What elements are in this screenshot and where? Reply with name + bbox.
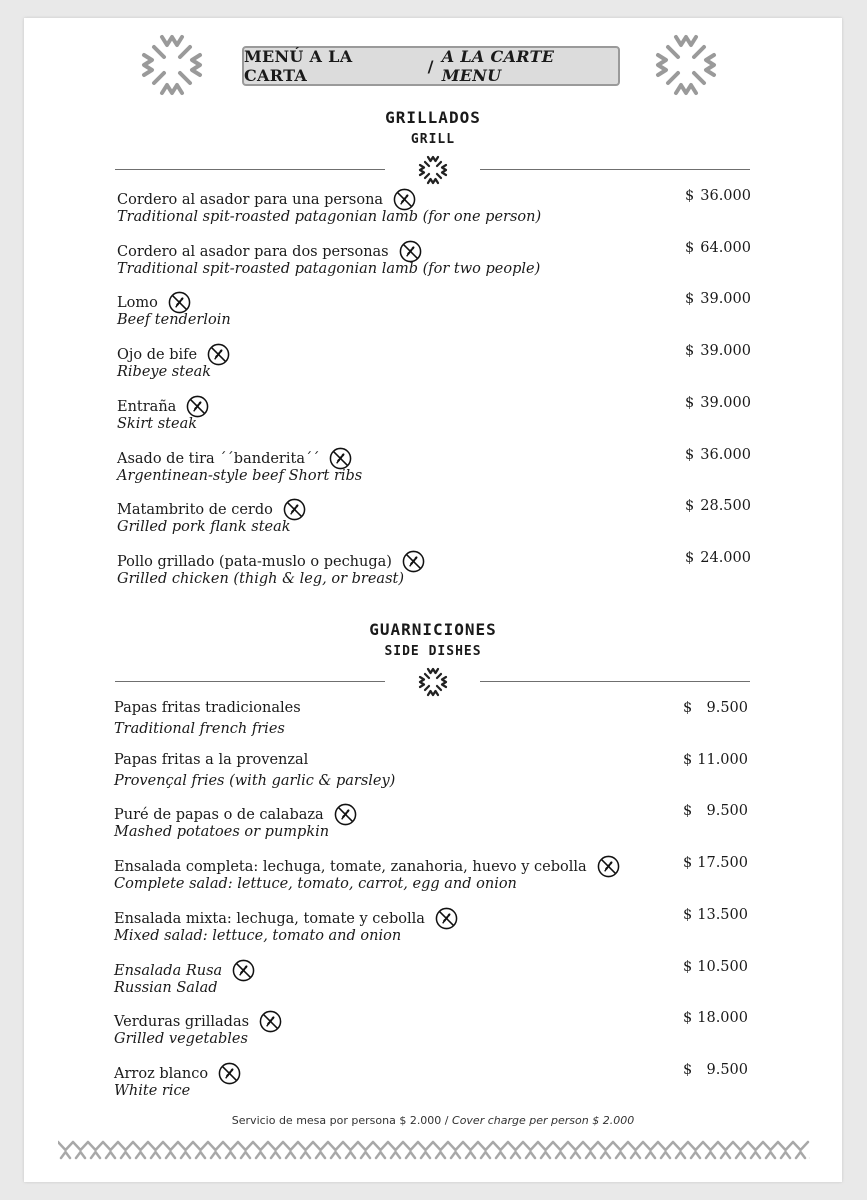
menu-item (117, 498, 675, 540)
menu-item-name-es (114, 803, 357, 826)
zigzag-tooth (181, 1152, 190, 1158)
menu-item-price (683, 855, 748, 875)
zigzag-tooth (256, 1152, 265, 1158)
zigzag-tooth (196, 1152, 205, 1158)
menu-item-name-es (117, 550, 425, 573)
menu-item-name-es (117, 343, 230, 366)
menu-item (114, 959, 673, 1001)
menu-item-price (683, 700, 748, 720)
price-amount: 28.500 (700, 498, 751, 514)
menu-item-name-es (117, 188, 416, 211)
menu-item-name-es-text: Verduras grilladas (114, 1013, 250, 1030)
zigzag-tooth (346, 1152, 355, 1158)
price-amount: 24.000 (700, 550, 751, 566)
zigzag-tooth (691, 1152, 700, 1158)
menu-item-name-en: Argentinean-style beef Short ribs (117, 468, 363, 484)
zigzag-tooth (226, 1152, 235, 1158)
price-currency: $ (685, 240, 695, 256)
price-currency: $ (683, 1010, 693, 1026)
zigzag-tooth (481, 1152, 490, 1158)
zigzag-tooth (451, 1152, 460, 1158)
menu-item-name-es (117, 395, 209, 418)
menu-item-name-es (117, 447, 352, 470)
gluten-free-icon (399, 240, 422, 263)
zigzag-tooth (271, 1152, 280, 1158)
menu-item (114, 752, 673, 794)
zigzag-tooth (781, 1152, 790, 1158)
menu-item-name-es (114, 752, 308, 768)
section-title-en: GRILL (410, 132, 456, 147)
gluten-free-icon (393, 188, 416, 211)
menu-item-price (685, 447, 751, 467)
menu-item-name-es-text: Papas fritas a la provenzal (114, 752, 309, 768)
menu-item-name-en: Grilled chicken (thigh & leg, or breast) (117, 571, 404, 587)
price-amount: 9.500 (706, 803, 748, 819)
menu-item-name-es-text: Arroz blanco (114, 1065, 209, 1082)
menu-item-price (685, 395, 751, 415)
gluten-free-icon (597, 855, 620, 878)
menu-item-name-es-text: Entraña (117, 398, 177, 415)
menu-title-en: A LA CARTE MENU (441, 47, 555, 85)
zigzag-tooth (421, 1152, 430, 1158)
zigzag-tooth (706, 1152, 715, 1158)
zigzag-tooth (766, 1152, 775, 1158)
cover-charge-note (24, 1114, 842, 1127)
menu-item-name-en: Traditional spit-roasted patagonian lamb (for two people) (117, 261, 541, 277)
zigzag-tooth (601, 1152, 610, 1158)
menu-item-price (685, 188, 751, 208)
zigzag-tooth (121, 1152, 130, 1158)
zigzag-tooth (166, 1152, 175, 1158)
gluten-free-icon (402, 550, 425, 573)
menu-item-name-es-text: Ensalada completa: lechuga, tomate, zanahoria, huevo y cebolla (114, 858, 587, 875)
price-amount: 39.000 (700, 395, 751, 411)
gluten-free-icon (186, 395, 209, 418)
menu-item (117, 550, 675, 592)
zigzag-tooth (136, 1152, 145, 1158)
price-currency: $ (683, 959, 693, 975)
menu-item (117, 447, 675, 489)
zigzag-tooth (106, 1152, 115, 1158)
menu-item-name-es-text: Asado de tira ´´banderita´´ (117, 450, 320, 467)
menu-item-price (683, 1062, 748, 1082)
menu-item-name-es (114, 959, 255, 982)
menu-item (114, 1062, 673, 1104)
price-amount: 39.000 (700, 291, 751, 307)
menu-item-name-en: White rice (114, 1083, 191, 1099)
menu-item-name-en: Provençal fries (with garlic & parsley) (114, 773, 396, 789)
menu-item-name-en: Russian Salad (114, 980, 218, 996)
section-sunburst-icon (417, 154, 449, 186)
menu-page (24, 18, 842, 1182)
price-amount: 36.000 (700, 447, 751, 463)
zigzag-tooth (796, 1152, 805, 1158)
menu-item-name-es (114, 700, 301, 716)
menu-item-price (685, 550, 751, 570)
zigzag-tooth (376, 1152, 385, 1158)
menu-item-price (683, 959, 748, 979)
menu-item-name-es-text: Matambrito de cerdo (117, 501, 273, 518)
price-currency: $ (685, 447, 695, 463)
menu-item-price (683, 752, 748, 772)
price-currency: $ (685, 395, 695, 411)
price-currency: $ (685, 498, 695, 514)
menu-item-name-en: Traditional french fries (114, 721, 285, 737)
zigzag-tooth (91, 1152, 100, 1158)
menu-item-name-es-text: Cordero al asador para una persona (117, 191, 384, 208)
gluten-free-icon (259, 1010, 282, 1033)
menu-item-name-es (117, 291, 191, 314)
zigzag-tooth (511, 1152, 520, 1158)
cover-charge-en: Cover charge per person $ 2.000 (452, 1114, 635, 1127)
menu-item-price (683, 1010, 748, 1030)
zigzag-tooth (466, 1152, 475, 1158)
menu-item-price (685, 343, 751, 363)
menu-item-name-es-text: Puré de papas o de calabaza (114, 806, 324, 823)
menu-item-name-es (114, 907, 458, 930)
menu-item-name-en: Skirt steak (117, 416, 198, 432)
menu-item-name-es-text: Papas fritas tradicionales (114, 700, 301, 716)
divider-line-right (480, 681, 750, 682)
price-currency: $ (683, 752, 693, 768)
zigzag-border (58, 1136, 810, 1162)
price-amount: 17.500 (697, 855, 748, 871)
menu-item (114, 700, 673, 742)
price-amount: 13.500 (697, 907, 748, 923)
price-currency: $ (683, 907, 693, 923)
zigzag-tooth (301, 1152, 310, 1158)
zigzag-tooth (676, 1152, 685, 1158)
menu-item-name-es (114, 1062, 241, 1085)
zigzag-tooth (391, 1152, 400, 1158)
zigzag-tooth (436, 1152, 445, 1158)
zigzag-tooth (61, 1152, 70, 1158)
zigzag-tooth (736, 1152, 745, 1158)
zigzag-tooth (556, 1152, 565, 1158)
zigzag-tooth (721, 1152, 730, 1158)
menu-item-name-en: Grilled vegetables (114, 1031, 248, 1047)
zigzag-tooth (76, 1152, 85, 1158)
menu-item-name-en: Beef tenderloin (117, 312, 231, 328)
zigzag-tooth (316, 1152, 325, 1158)
gluten-free-icon (207, 343, 230, 366)
price-amount: 9.500 (706, 1062, 748, 1078)
price-currency: $ (685, 550, 695, 566)
zigzag-tooth (631, 1152, 640, 1158)
price-amount: 39.000 (700, 343, 751, 359)
menu-item (117, 291, 675, 333)
gluten-free-icon (232, 959, 255, 982)
menu-item (114, 907, 673, 949)
zigzag-tooth (496, 1152, 505, 1158)
menu-item (114, 803, 673, 845)
divider-line-left (115, 681, 385, 682)
price-amount: 9.500 (706, 700, 748, 716)
price-amount: 10.500 (697, 959, 748, 975)
zigzag-tooth (361, 1152, 370, 1158)
menu-item-price (685, 240, 751, 260)
divider-line-left (115, 169, 385, 170)
sunburst-ornament-right-icon (654, 33, 718, 97)
menu-item-name-es-text: Cordero al asador para dos personas (117, 243, 389, 260)
price-amount: 64.000 (700, 240, 751, 256)
zigzag-tooth (646, 1152, 655, 1158)
menu-item-price (683, 803, 748, 823)
cover-charge-es: Servicio de mesa por persona $ 2.000 / (231, 1114, 449, 1127)
menu-item-name-en: Complete salad: lettuce, tomato, carrot, egg and onion (114, 876, 517, 892)
menu-item-name-es (114, 1010, 282, 1033)
menu-item-name-es-text: Ensalada Rusa (114, 962, 223, 979)
zigzag-tooth (331, 1152, 340, 1158)
gluten-free-icon (334, 803, 357, 826)
price-currency: $ (685, 188, 695, 204)
gluten-free-icon (168, 291, 191, 314)
gluten-free-icon (283, 498, 306, 521)
menu-title-banner (242, 46, 620, 86)
price-currency: $ (683, 700, 693, 716)
zigzag-tooth (751, 1152, 760, 1158)
menu-title-es: MENÚ A LA CARTA (244, 47, 353, 85)
zigzag-tooth (661, 1152, 670, 1158)
sunburst-ornament-left-icon (140, 33, 204, 97)
section-title-es: GRILLADOS (385, 108, 481, 127)
menu-item-name-es (114, 855, 620, 878)
menu-item-name-es-text: Ensalada mixta: lechuga, tomate y cebolla (114, 910, 425, 927)
zigzag-tooth (571, 1152, 580, 1158)
price-amount: 36.000 (700, 188, 751, 204)
price-amount: 18.000 (697, 1010, 748, 1026)
menu-item-name-es-text: Lomo (117, 294, 158, 311)
zigzag-top-line (58, 1142, 808, 1150)
zigzag-tooth (406, 1152, 415, 1158)
menu-item-price (685, 291, 751, 311)
menu-item-name-en: Mashed potatoes or pumpkin (114, 824, 330, 840)
menu-item-price (683, 907, 748, 927)
menu-title-separator: / (427, 56, 434, 76)
gluten-free-icon (329, 447, 352, 470)
menu-item (117, 343, 675, 385)
menu-item-name-es (117, 240, 422, 263)
menu-item-name-en: Mixed salad: lettuce, tomato and onion (114, 928, 402, 944)
menu-item (114, 855, 673, 897)
zigzag-tooth (286, 1152, 295, 1158)
menu-item-name-es-text: Pollo grillado (pata-muslo o pechuga) (117, 553, 392, 570)
price-currency: $ (685, 291, 695, 307)
menu-item-price (685, 498, 751, 518)
menu-item-name-es (117, 498, 306, 521)
zigzag-tooth (526, 1152, 535, 1158)
price-currency: $ (683, 803, 693, 819)
gluten-free-icon (218, 1062, 241, 1085)
zigzag-tooth (241, 1152, 250, 1158)
price-amount: 11.000 (697, 752, 748, 768)
divider-line-right (480, 169, 750, 170)
menu-item (117, 188, 675, 230)
zigzag-tooth (151, 1152, 160, 1158)
menu-item (117, 395, 675, 437)
section-title-es: GUARNICIONES (369, 620, 497, 639)
menu-item (114, 1010, 673, 1052)
section-title-en: SIDE DISHES (384, 644, 482, 659)
menu-item (117, 240, 675, 282)
section-sunburst-icon (417, 666, 449, 698)
zigzag-tooth (211, 1152, 220, 1158)
menu-item-name-en: Grilled pork flank steak (117, 519, 291, 535)
menu-item-name-es-text: Ojo de bife (117, 346, 198, 363)
gluten-free-icon (435, 907, 458, 930)
zigzag-tooth (541, 1152, 550, 1158)
price-currency: $ (685, 343, 695, 359)
price-currency: $ (683, 1062, 693, 1078)
zigzag-tooth (586, 1152, 595, 1158)
price-currency: $ (683, 855, 693, 871)
zigzag-tooth (616, 1152, 625, 1158)
menu-item-name-en: Traditional spit-roasted patagonian lamb (for one person) (117, 209, 542, 225)
menu-item-name-en: Ribeye steak (117, 364, 212, 380)
